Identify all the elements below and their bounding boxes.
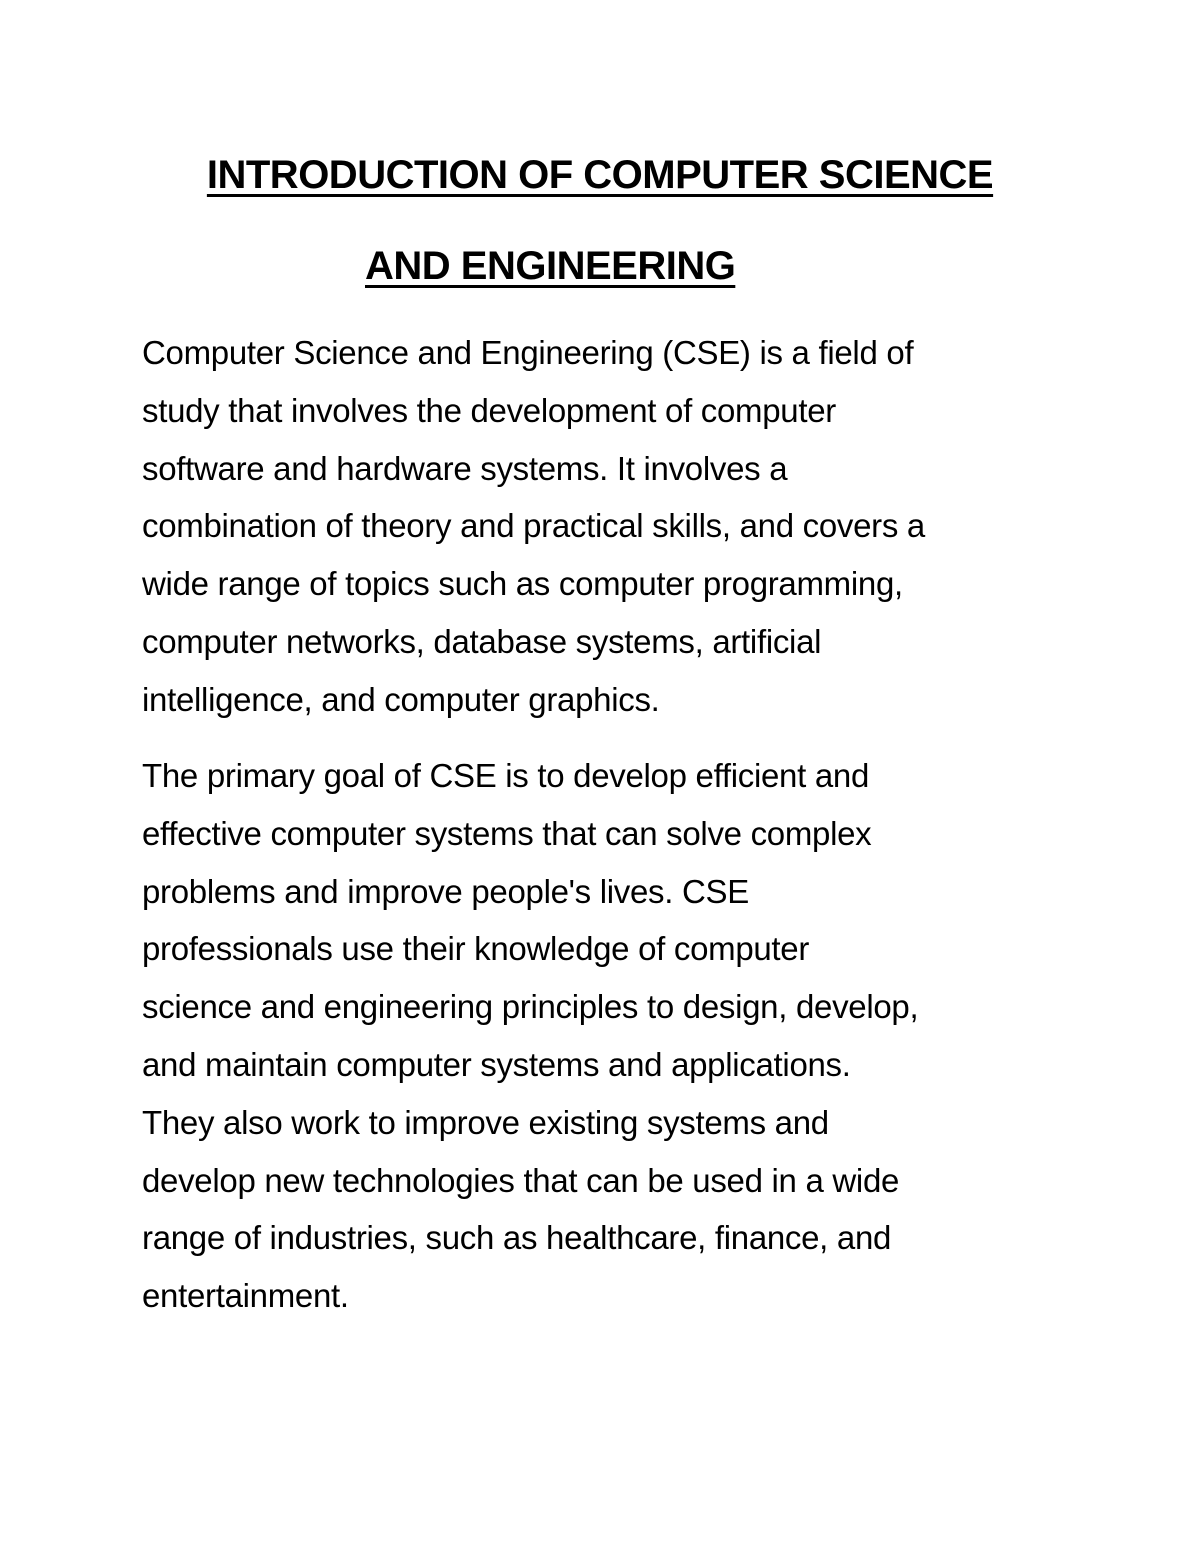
paragraph-line: combination of theory and practical skills, and covers a bbox=[142, 507, 925, 545]
paragraph-line: computer networks, database systems, artificial bbox=[142, 622, 822, 660]
paragraph-line: professionals use their knowledge of computer bbox=[142, 930, 810, 968]
document-title-line-2: AND ENGINEERING bbox=[365, 244, 736, 288]
document-title-line-1: INTRODUCTION OF COMPUTER SCIENCE bbox=[206, 153, 994, 197]
paragraph-line: intelligence, and computer graphics. bbox=[142, 680, 660, 718]
paragraph-line: develop new technologies that can be used in a wide bbox=[142, 1161, 900, 1199]
paragraph-line: problems and improve people's lives. CSE bbox=[142, 872, 749, 910]
paragraph-line: The primary goal of CSE is to develop efficient and bbox=[142, 757, 869, 794]
paragraph-line: effective computer systems that can solve complex bbox=[142, 814, 872, 852]
paragraph-2 bbox=[142, 747, 1077, 1325]
paragraph-1 bbox=[142, 324, 1077, 729]
paragraph-line: wide range of topics such as computer programming, bbox=[142, 565, 903, 603]
paragraph-line: Computer Science and Engineering (CSE) is a field of bbox=[142, 334, 914, 371]
paragraph-line: science and engineering principles to design, develop, bbox=[142, 988, 919, 1026]
paragraph-line: range of industries, such as healthcare, finance, and bbox=[142, 1219, 892, 1257]
paragraph-line: software and hardware systems. It involves a bbox=[142, 449, 788, 487]
paragraph-line: study that involves the development of computer bbox=[142, 391, 836, 429]
paragraph-line: and maintain computer systems and applications. bbox=[142, 1045, 851, 1083]
paragraph-line: They also work to improve existing systems and bbox=[142, 1103, 829, 1141]
paragraph-line: entertainment. bbox=[142, 1277, 349, 1315]
